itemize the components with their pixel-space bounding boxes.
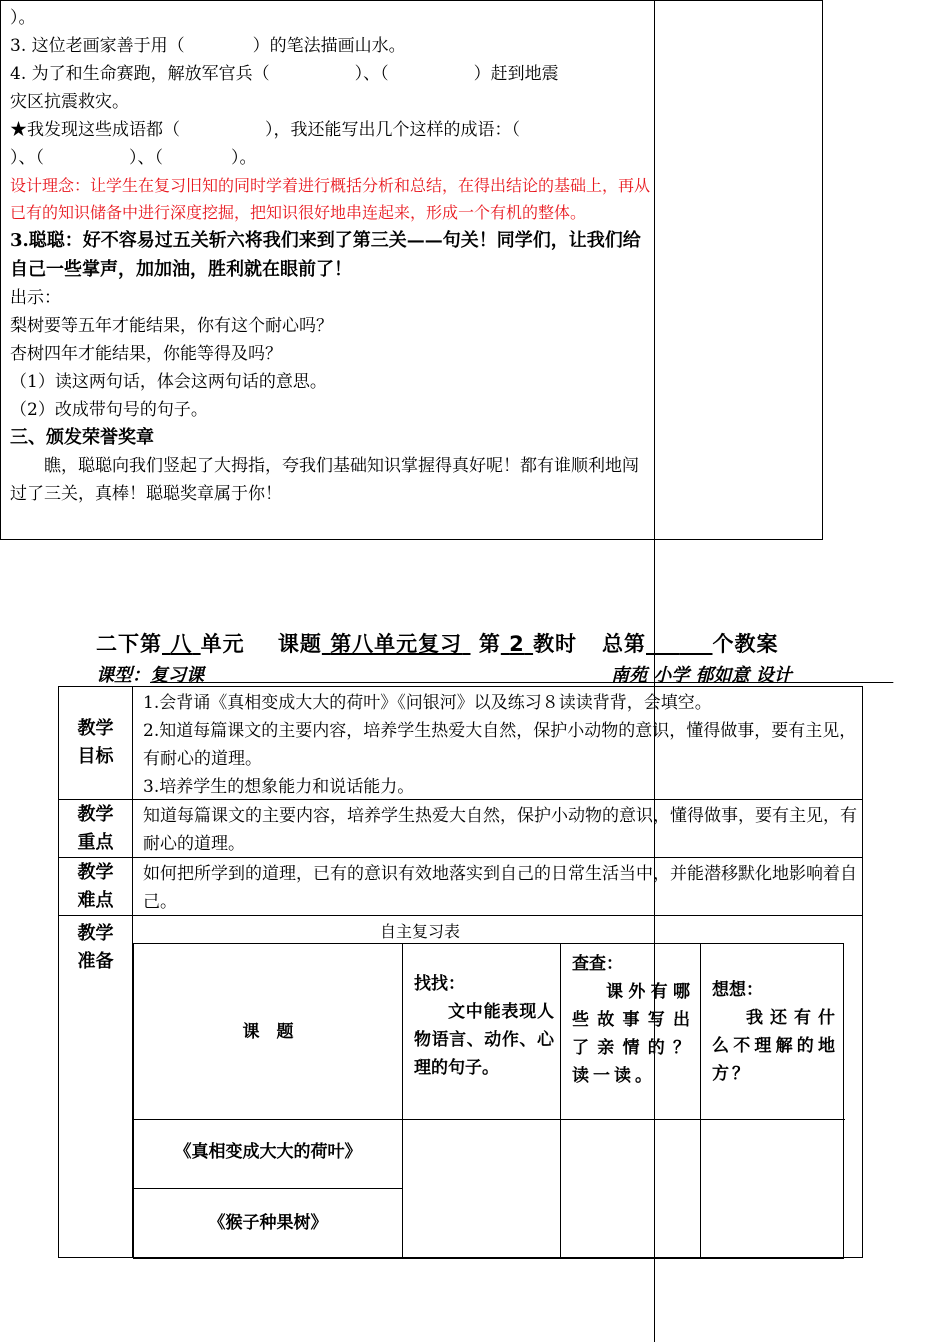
col-divider — [402, 944, 403, 1258]
key-row — [59, 800, 862, 858]
author: 南苑 小学 郁如意 设计 — [611, 665, 792, 686]
col-divider — [560, 944, 561, 1258]
text-line: ）。 — [10, 8, 36, 28]
total-number — [646, 632, 713, 656]
header-find: 找找： 文中能表现人物语言、动作、心理的句子。 — [414, 974, 554, 1078]
type-value: 复习课 — [150, 665, 204, 686]
unit-label: 单元 — [200, 632, 245, 656]
goals-row — [59, 687, 862, 800]
text-line: 灾区抗震救灾。 — [10, 92, 129, 112]
review-table — [133, 943, 844, 1259]
text-line: 4. 为了和生命赛跑，解放军官兵（ ）、（ ）赶到地震 — [10, 64, 559, 84]
goal-item: 1.会背诵《真相变成大大的荷叶》《问银河》以及练习８读读背背，会填空。 — [143, 693, 712, 713]
row-divider — [134, 1188, 402, 1189]
text-line: ★我发现这些成语都（ ），我还能写出几个这样的成语：（ — [10, 120, 520, 140]
difficulty-row — [59, 858, 862, 916]
text-line: 3. 这位老画家善于用（ ）的笔法描画山水。 — [10, 36, 406, 56]
header-topic: 课 题 — [242, 1022, 294, 1042]
unit-number: 八 — [170, 632, 193, 656]
difficulty-content: 如何把所学到的道理，已有的意识有效地落实到自己的日常生活当中，并能潜移默化地影响着自己。 — [143, 864, 857, 912]
row-lesson-2: 《猴子种果树》 — [208, 1213, 328, 1233]
text-line: ）、（ ）、（ ）。 — [10, 148, 257, 168]
grade-label: 二下第 — [96, 632, 162, 656]
goal-item: 2.知道每篇课文的主要内容，培养学生热爱大自然，保护小动物的意识，懂得做事，要有主见，有耐心的道理。 — [143, 721, 857, 769]
goals-label: 教学目标 — [59, 687, 133, 799]
section-3-title: 三、颁发荣誉奖章 — [10, 427, 154, 448]
total-label: 总第 — [602, 632, 646, 656]
goals-content — [143, 689, 858, 801]
header-think: 想想： 我还有什么不理解的地方？ — [712, 980, 838, 1084]
total-unit: 个教案 — [712, 632, 779, 656]
header-check: 查查： 课外有哪些故事写出了亲情的？读一读。 — [572, 954, 694, 1086]
type-label: 课型： — [96, 665, 150, 686]
topic-value: 第八单元复习 — [330, 632, 463, 656]
text-line: 梨树要等五年才能结果，你有这个耐心吗？ — [10, 316, 333, 336]
period-label: 第 — [478, 632, 501, 656]
row-divider — [560, 1119, 845, 1120]
period-number: 2 — [509, 632, 525, 656]
period-unit: 教时 — [533, 632, 578, 656]
prep-label: 教学准备 — [59, 916, 133, 1257]
text-line: （1）读这两句话，体会这两句话的意思。 — [10, 372, 327, 392]
text-line: 出示： — [10, 288, 61, 308]
lesson-heading — [96, 628, 876, 658]
design-note: 设计理念：让学生在复习旧知的同时学着进行概括分析和总结，在得出结论的基础上，再从已有的知识储备中进行深度挖掘，把知识很好地串连起来，形成一个有机的整体。 — [10, 176, 651, 222]
goal-item: 3.培养学生的想象能力和说话能力。 — [143, 777, 415, 797]
lesson-subheading — [96, 661, 846, 687]
section-3-text: 瞧，聪聪向我们竖起了大拇指，夸我们基础知识掌握得真好呢！都有谁顺利地闯过了三关，真棒！聪聪奖章属于你！ — [10, 456, 639, 504]
text-line: （2）改成带句号的句子。 — [10, 400, 208, 420]
top-content — [10, 4, 650, 508]
difficulty-label: 教学难点 — [59, 858, 133, 915]
text-line: 杏树四年才能结果，你能等得及吗？ — [10, 344, 282, 364]
row-lesson-1: 《真相变成大大的荷叶》 — [174, 1142, 362, 1162]
top-table — [0, 0, 823, 540]
key-content: 知道每篇课文的主要内容，培养学生热爱大自然，保护小动物的意识，懂得做事，要有主见，有耐心的道理。 — [143, 806, 857, 854]
row-divider — [134, 1119, 560, 1120]
col-divider — [700, 944, 701, 1258]
step-3: 3.聪聪：好不容易过五关斩六将我们来到了第三关——句关！同学们，让我们给自己一些掌声，加加油，胜利就在眼前了！ — [10, 230, 641, 280]
review-table-title: 自主复习表 — [380, 922, 461, 941]
topic-label: 课题 — [277, 632, 322, 656]
key-label: 教学重点 — [59, 800, 133, 857]
